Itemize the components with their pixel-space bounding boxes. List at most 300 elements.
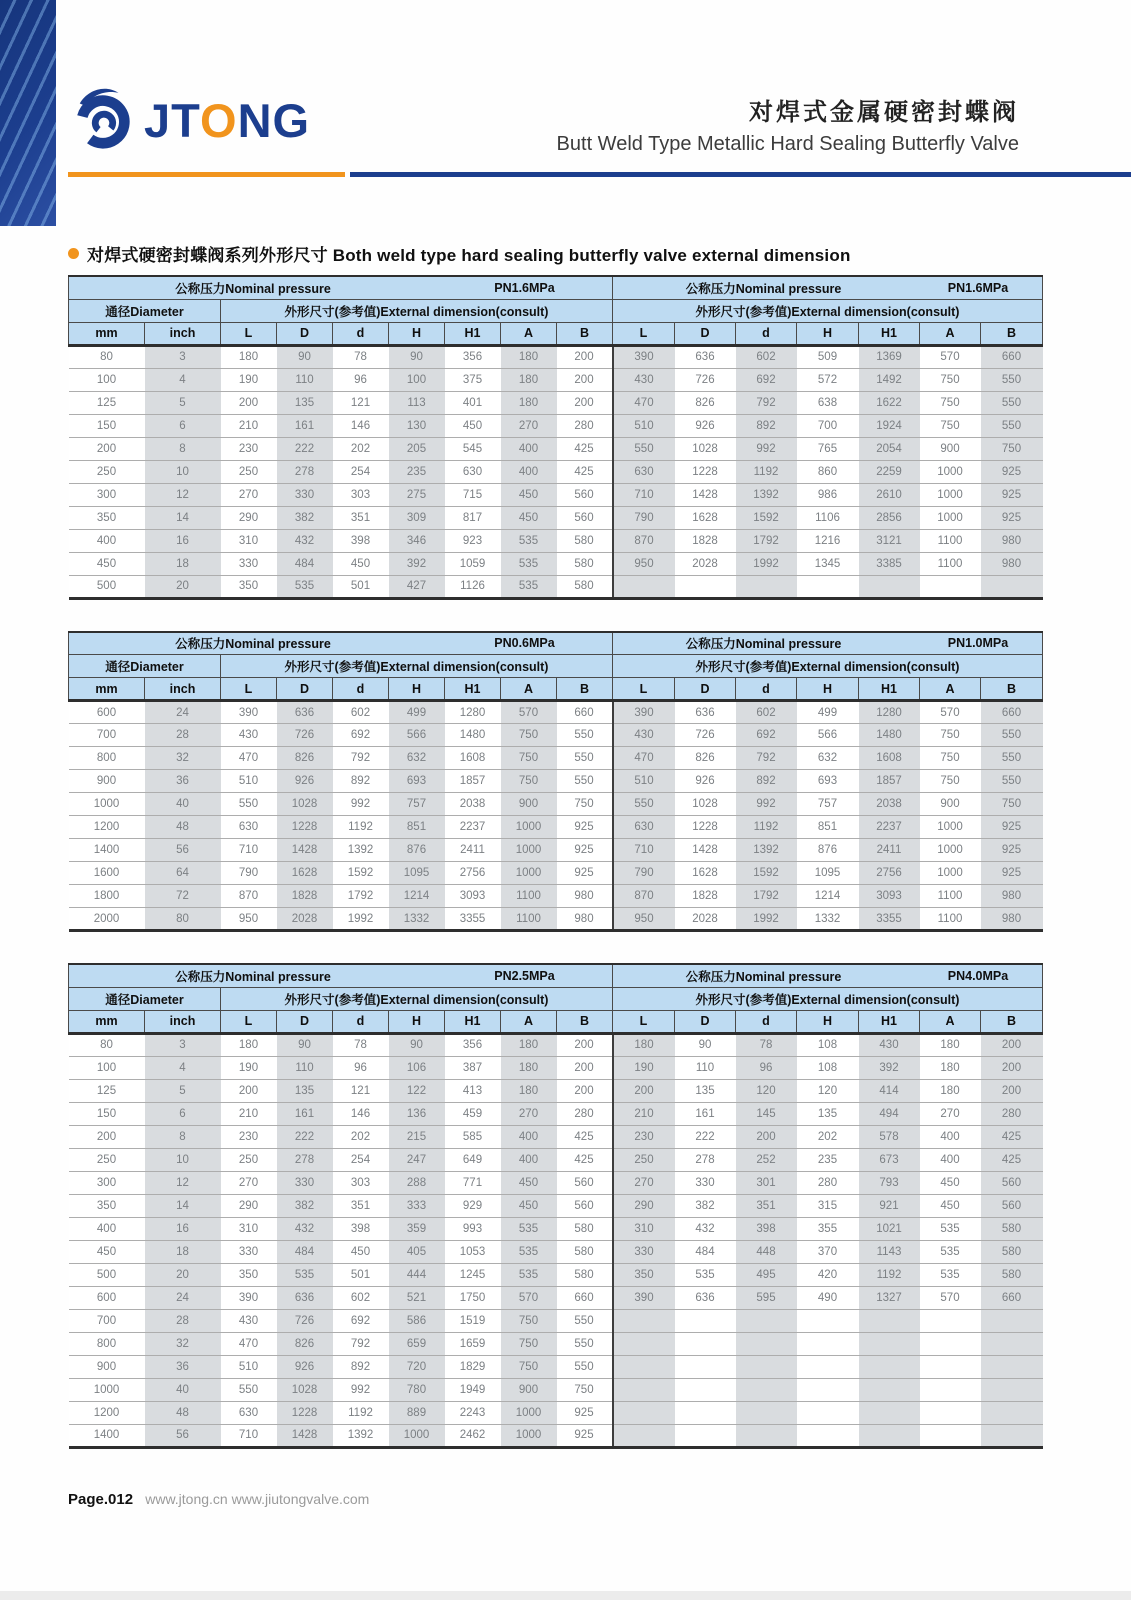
table-cell: 330 bbox=[221, 552, 277, 575]
table-row bbox=[69, 1079, 1043, 1102]
table-cell: 659 bbox=[389, 1332, 445, 1355]
table-cell: 765 bbox=[797, 437, 859, 460]
table-cell: 550 bbox=[981, 368, 1043, 391]
table-cell: 90 bbox=[389, 1033, 445, 1056]
table-cell: 1000 bbox=[920, 862, 981, 885]
table-cell: 925 bbox=[557, 839, 613, 862]
table-cell: 2243 bbox=[445, 1401, 501, 1424]
table-cell: 382 bbox=[277, 1194, 333, 1217]
table-cell: 535 bbox=[501, 1240, 557, 1263]
table-cell: 501 bbox=[333, 1263, 389, 1286]
table-cell: 1949 bbox=[445, 1378, 501, 1401]
table-cell: 28 bbox=[145, 724, 221, 747]
table-row bbox=[69, 1378, 1043, 1401]
table-cell: 600 bbox=[69, 1286, 145, 1309]
table-cell: 550 bbox=[613, 437, 675, 460]
table-cell bbox=[613, 1401, 675, 1424]
table-cell: 20 bbox=[145, 575, 221, 598]
table-cell: 950 bbox=[613, 552, 675, 575]
pressure-value: PN2.5MPa bbox=[494, 968, 555, 983]
pressure-header-cell bbox=[613, 276, 1043, 299]
table-cell bbox=[736, 1401, 797, 1424]
table-cell: 892 bbox=[333, 770, 389, 793]
table-cell bbox=[797, 575, 859, 598]
dimension-table-pn06-pn10 bbox=[68, 631, 1043, 933]
dimension-table-pn25-pn40 bbox=[68, 963, 1043, 1449]
table-cell: 400 bbox=[501, 1125, 557, 1148]
table-cell: 1992 bbox=[333, 908, 389, 931]
pressure-value: PN1.0MPa bbox=[947, 636, 1009, 651]
table-cell: 720 bbox=[389, 1355, 445, 1378]
table-cell: 1216 bbox=[797, 529, 859, 552]
table-cell: 432 bbox=[277, 1217, 333, 1240]
table-cell: 550 bbox=[557, 1309, 613, 1332]
table-cell: 757 bbox=[389, 793, 445, 816]
table-cell bbox=[797, 1424, 859, 1447]
table-row bbox=[69, 552, 1043, 575]
column-header-cell: H1 bbox=[859, 678, 920, 701]
table-cell: 585 bbox=[445, 1125, 501, 1148]
table-cell: 550 bbox=[557, 747, 613, 770]
table-cell: 3093 bbox=[859, 885, 920, 908]
table-cell: 8 bbox=[145, 437, 221, 460]
table-cell: 950 bbox=[613, 908, 675, 931]
table-cell: 636 bbox=[277, 1286, 333, 1309]
column-header-cell: L bbox=[613, 1010, 675, 1033]
table-cell: 550 bbox=[557, 1332, 613, 1355]
table-cell: 310 bbox=[221, 1217, 277, 1240]
column-header-cell: H1 bbox=[445, 322, 501, 345]
table-cell: 24 bbox=[145, 701, 221, 724]
table-cell: 200 bbox=[69, 437, 145, 460]
table-cell: 1000 bbox=[501, 839, 557, 862]
table-cell: 16 bbox=[145, 529, 221, 552]
table-cell: 470 bbox=[221, 747, 277, 770]
table-cell: 10 bbox=[145, 460, 221, 483]
table-cell: 509 bbox=[797, 345, 859, 368]
table-cell: 180 bbox=[920, 1056, 981, 1079]
table-cell: 40 bbox=[145, 793, 221, 816]
table-cell: 1000 bbox=[920, 816, 981, 839]
table-cell: 602 bbox=[333, 1286, 389, 1309]
table-cell: 580 bbox=[557, 529, 613, 552]
table-cell: 750 bbox=[501, 770, 557, 793]
table-cell: 32 bbox=[145, 747, 221, 770]
table-cell: 800 bbox=[69, 1332, 145, 1355]
column-header-cell: D bbox=[277, 1010, 333, 1033]
table-cell: 121 bbox=[333, 391, 389, 414]
table-cell: 250 bbox=[221, 1148, 277, 1171]
column-header-cell: L bbox=[613, 322, 675, 345]
table-cell: 405 bbox=[389, 1240, 445, 1263]
table-cell: 2237 bbox=[859, 816, 920, 839]
table-cell: 300 bbox=[69, 1171, 145, 1194]
table-cell: 390 bbox=[221, 1286, 277, 1309]
table-cell: 1592 bbox=[736, 506, 797, 529]
table-cell: 230 bbox=[613, 1125, 675, 1148]
table-cell: 660 bbox=[557, 701, 613, 724]
table-cell: 4 bbox=[145, 368, 221, 391]
table-cell: 215 bbox=[389, 1125, 445, 1148]
table-cell: 414 bbox=[859, 1079, 920, 1102]
jtong-logo bbox=[72, 86, 310, 154]
table-cell: 1519 bbox=[445, 1309, 501, 1332]
table-cell: 288 bbox=[389, 1171, 445, 1194]
table-cell: 200 bbox=[557, 345, 613, 368]
table-cell: 1000 bbox=[501, 1424, 557, 1447]
table-cell: 1400 bbox=[69, 839, 145, 862]
table-row bbox=[69, 839, 1043, 862]
table-cell: 750 bbox=[501, 724, 557, 747]
table-cell: 20 bbox=[145, 1263, 221, 1286]
table-cell: 692 bbox=[736, 724, 797, 747]
table-cell: 470 bbox=[613, 747, 675, 770]
table-cell: 501 bbox=[333, 575, 389, 598]
column-header-cell: B bbox=[557, 678, 613, 701]
table-cell: 1214 bbox=[797, 885, 859, 908]
table-cell: 570 bbox=[501, 1286, 557, 1309]
table-cell: 636 bbox=[675, 1286, 736, 1309]
table-cell: 1228 bbox=[675, 460, 736, 483]
table-cell bbox=[920, 1424, 981, 1447]
table-cell: 499 bbox=[389, 701, 445, 724]
table-cell: 602 bbox=[736, 345, 797, 368]
table-row bbox=[69, 1263, 1043, 1286]
table-row bbox=[69, 529, 1043, 552]
table-cell: 1143 bbox=[859, 1240, 920, 1263]
table-cell: 1095 bbox=[797, 862, 859, 885]
pressure-header-row bbox=[69, 632, 1043, 655]
table-cell: 390 bbox=[221, 701, 277, 724]
table-cell bbox=[736, 1355, 797, 1378]
table-cell bbox=[920, 1355, 981, 1378]
column-header-cell: H bbox=[389, 322, 445, 345]
table-cell: 1600 bbox=[69, 862, 145, 885]
table-row bbox=[69, 862, 1043, 885]
column-header-cell: H bbox=[389, 678, 445, 701]
pressure-header-row bbox=[69, 964, 1043, 987]
table-cell: 510 bbox=[221, 1355, 277, 1378]
table-cell: 1192 bbox=[736, 460, 797, 483]
table-cell: 2000 bbox=[69, 908, 145, 931]
table-cell: 40 bbox=[145, 1378, 221, 1401]
table-cell: 1608 bbox=[859, 747, 920, 770]
table-cell: 430 bbox=[613, 368, 675, 391]
table-cell: 726 bbox=[675, 368, 736, 391]
table-cell: 1428 bbox=[277, 839, 333, 862]
table-cell: 290 bbox=[613, 1194, 675, 1217]
column-header-cell: D bbox=[675, 678, 736, 701]
table-cell: 726 bbox=[675, 724, 736, 747]
table-cell bbox=[981, 1309, 1043, 1332]
table-cell: 2237 bbox=[445, 816, 501, 839]
table-cell: 1028 bbox=[277, 793, 333, 816]
column-header-cell: mm bbox=[69, 1010, 145, 1033]
table-cell: 12 bbox=[145, 1171, 221, 1194]
table-cell: 350 bbox=[69, 506, 145, 529]
table-cell: 398 bbox=[736, 1217, 797, 1240]
table-cell: 356 bbox=[445, 345, 501, 368]
table-cell: 495 bbox=[736, 1263, 797, 1286]
table-cell bbox=[736, 575, 797, 598]
table-cell: 636 bbox=[675, 345, 736, 368]
table-cell: 1000 bbox=[920, 460, 981, 483]
table-cell: 925 bbox=[557, 1401, 613, 1424]
table-cell: 1608 bbox=[445, 747, 501, 770]
table-cell: 851 bbox=[389, 816, 445, 839]
table-cell: 382 bbox=[675, 1194, 736, 1217]
table-cell: 24 bbox=[145, 1286, 221, 1309]
table-cell: 135 bbox=[797, 1102, 859, 1125]
table-cell: 826 bbox=[277, 1332, 333, 1355]
table-cell: 400 bbox=[69, 529, 145, 552]
table-cell: 1628 bbox=[277, 862, 333, 885]
table-cell: 510 bbox=[613, 414, 675, 437]
table-cell: 870 bbox=[221, 885, 277, 908]
table-row bbox=[69, 414, 1043, 437]
table-cell: 700 bbox=[69, 1309, 145, 1332]
dimension-header-cell: 外形尺寸(参考值)External dimension(consult) bbox=[613, 655, 1043, 678]
table-cell: 3355 bbox=[859, 908, 920, 931]
table-cell bbox=[981, 575, 1043, 598]
table-cell: 5 bbox=[145, 391, 221, 414]
table-cell: 250 bbox=[69, 460, 145, 483]
table-cell: 980 bbox=[557, 885, 613, 908]
table-cell: 470 bbox=[613, 391, 675, 414]
table-cell: 350 bbox=[69, 1194, 145, 1217]
table-cell: 330 bbox=[675, 1171, 736, 1194]
table-cell: 450 bbox=[501, 1171, 557, 1194]
table-cell: 3 bbox=[145, 345, 221, 368]
table-cell: 146 bbox=[333, 414, 389, 437]
logo-orange-o: O bbox=[200, 93, 238, 147]
table-cell: 1192 bbox=[333, 816, 389, 839]
table-cell: 980 bbox=[981, 552, 1043, 575]
table-cell: 310 bbox=[613, 1217, 675, 1240]
table-cell: 96 bbox=[333, 1056, 389, 1079]
table-cell: 1792 bbox=[736, 885, 797, 908]
table-cell: 330 bbox=[277, 483, 333, 506]
table-cell bbox=[920, 1378, 981, 1401]
table-cell bbox=[859, 575, 920, 598]
page-number: Page.012 bbox=[68, 1490, 134, 1508]
table-cell: 500 bbox=[69, 575, 145, 598]
table-cell bbox=[859, 1378, 920, 1401]
table-cell bbox=[920, 575, 981, 598]
table-cell: 1392 bbox=[333, 1424, 389, 1447]
table-cell: 800 bbox=[69, 747, 145, 770]
column-header-cell: B bbox=[981, 1010, 1043, 1033]
table-cell: 330 bbox=[277, 1171, 333, 1194]
table-cell: 72 bbox=[145, 885, 221, 908]
table-cell: 1828 bbox=[277, 885, 333, 908]
divider-blue-segment bbox=[350, 172, 1131, 177]
table-cell: 32 bbox=[145, 1332, 221, 1355]
table-cell: 510 bbox=[221, 770, 277, 793]
table-cell: 430 bbox=[221, 1309, 277, 1332]
table-cell: 210 bbox=[613, 1102, 675, 1125]
table-cell: 595 bbox=[736, 1286, 797, 1309]
table-cell: 792 bbox=[333, 1332, 389, 1355]
table-cell: 400 bbox=[920, 1125, 981, 1148]
table-cell: 535 bbox=[277, 575, 333, 598]
table-cell: 550 bbox=[981, 724, 1043, 747]
table-cell: 950 bbox=[221, 908, 277, 931]
table-cell: 2756 bbox=[859, 862, 920, 885]
table-cell: 550 bbox=[981, 414, 1043, 437]
pressure-header-cell bbox=[613, 964, 1043, 987]
table-cell: 270 bbox=[501, 414, 557, 437]
table-cell: 1228 bbox=[277, 816, 333, 839]
table-cell: 1021 bbox=[859, 1217, 920, 1240]
table-cell: 750 bbox=[501, 1355, 557, 1378]
table-cell: 1392 bbox=[736, 839, 797, 862]
table-row bbox=[69, 1148, 1043, 1171]
table-cell: 202 bbox=[333, 1125, 389, 1148]
table-cell: 715 bbox=[445, 483, 501, 506]
table-cell: 693 bbox=[797, 770, 859, 793]
table-cell: 550 bbox=[981, 391, 1043, 414]
column-header-row bbox=[69, 678, 1043, 701]
table-cell: 425 bbox=[557, 1125, 613, 1148]
table-cell: 330 bbox=[221, 1240, 277, 1263]
table-cell: 425 bbox=[557, 460, 613, 483]
table-row bbox=[69, 506, 1043, 529]
table-cell: 560 bbox=[557, 506, 613, 529]
table-cell: 135 bbox=[277, 1079, 333, 1102]
table-cell: 36 bbox=[145, 1355, 221, 1378]
table-cell: 535 bbox=[277, 1263, 333, 1286]
bullet-icon bbox=[68, 248, 79, 259]
table-cell: 673 bbox=[859, 1148, 920, 1171]
table-cell: 535 bbox=[501, 552, 557, 575]
table-cell: 430 bbox=[613, 724, 675, 747]
table-cell: 900 bbox=[501, 1378, 557, 1401]
table-cell: 125 bbox=[69, 391, 145, 414]
table-cell: 535 bbox=[501, 1263, 557, 1286]
table-cell: 2028 bbox=[675, 552, 736, 575]
table-cell: 247 bbox=[389, 1148, 445, 1171]
table-cell: 190 bbox=[221, 368, 277, 391]
table-cell: 300 bbox=[69, 483, 145, 506]
table-cell: 48 bbox=[145, 1401, 221, 1424]
table-cell: 1428 bbox=[277, 1424, 333, 1447]
table-cell: 900 bbox=[69, 1355, 145, 1378]
table-cell: 580 bbox=[557, 1240, 613, 1263]
table-row bbox=[69, 483, 1043, 506]
table-cell: 425 bbox=[557, 437, 613, 460]
table-cell: 1857 bbox=[859, 770, 920, 793]
table-cell: 750 bbox=[920, 724, 981, 747]
table-cell: 450 bbox=[501, 506, 557, 529]
pressure-header-cell bbox=[69, 276, 613, 299]
table-cell: 1428 bbox=[675, 839, 736, 862]
table-cell: 993 bbox=[445, 1217, 501, 1240]
table-cell: 90 bbox=[277, 1033, 333, 1056]
table-cell: 135 bbox=[675, 1079, 736, 1102]
table-cell: 710 bbox=[613, 839, 675, 862]
table-cell: 1628 bbox=[675, 862, 736, 885]
table-row bbox=[69, 460, 1043, 483]
table-cell: 36 bbox=[145, 770, 221, 793]
column-header-cell: d bbox=[736, 1010, 797, 1033]
table-cell: 1000 bbox=[501, 1401, 557, 1424]
table-cell: 2054 bbox=[859, 437, 920, 460]
table-cell: 660 bbox=[981, 1286, 1043, 1309]
table-cell: 356 bbox=[445, 1033, 501, 1056]
table-cell: 180 bbox=[920, 1033, 981, 1056]
table-cell: 450 bbox=[69, 1240, 145, 1263]
table-cell: 580 bbox=[557, 1263, 613, 1286]
table-cell: 18 bbox=[145, 1240, 221, 1263]
table-cell: 630 bbox=[221, 1401, 277, 1424]
table-cell: 146 bbox=[333, 1102, 389, 1125]
column-header-cell: H1 bbox=[445, 1010, 501, 1033]
table-row bbox=[69, 747, 1043, 770]
table-cell: 398 bbox=[333, 1217, 389, 1240]
table-cell bbox=[675, 1401, 736, 1424]
table-cell: 572 bbox=[797, 368, 859, 391]
table-cell: 355 bbox=[797, 1217, 859, 1240]
table-cell bbox=[920, 1309, 981, 1332]
table-cell: 921 bbox=[859, 1194, 920, 1217]
column-header-cell: B bbox=[557, 322, 613, 345]
table-cell bbox=[675, 1355, 736, 1378]
table-cell: 600 bbox=[69, 701, 145, 724]
table-cell: 1192 bbox=[333, 1401, 389, 1424]
table-cell: 1480 bbox=[445, 724, 501, 747]
table-cell: 980 bbox=[981, 529, 1043, 552]
table-cell: 110 bbox=[675, 1056, 736, 1079]
column-header-cell: inch bbox=[145, 1010, 221, 1033]
table-cell: 351 bbox=[333, 1194, 389, 1217]
pressure-label: 公称压力Nominal pressure bbox=[175, 637, 331, 652]
table-cell: 1327 bbox=[859, 1286, 920, 1309]
table-cell: 346 bbox=[389, 529, 445, 552]
table-cell: 390 bbox=[613, 701, 675, 724]
table-cell: 1028 bbox=[675, 437, 736, 460]
table-cell: 1000 bbox=[920, 483, 981, 506]
page-title-chinese: 对焊式金属硬密封蝶阀 bbox=[749, 99, 1019, 126]
table-cell: 1792 bbox=[736, 529, 797, 552]
table-cell bbox=[920, 1401, 981, 1424]
table-cell: 499 bbox=[797, 701, 859, 724]
table-cell: 535 bbox=[920, 1240, 981, 1263]
table-cell: 113 bbox=[389, 391, 445, 414]
table-cell: 202 bbox=[333, 437, 389, 460]
table-cell: 448 bbox=[736, 1240, 797, 1263]
table-cell: 400 bbox=[501, 437, 557, 460]
table-cell: 550 bbox=[221, 1378, 277, 1401]
table-cell: 550 bbox=[557, 770, 613, 793]
table-cell: 925 bbox=[981, 816, 1043, 839]
table-row bbox=[69, 437, 1043, 460]
table-cell: 275 bbox=[389, 483, 445, 506]
table-cell bbox=[613, 1378, 675, 1401]
table-cell: 710 bbox=[613, 483, 675, 506]
table-cell: 2038 bbox=[445, 793, 501, 816]
table-cell: 578 bbox=[859, 1125, 920, 1148]
table-cell: 826 bbox=[675, 747, 736, 770]
table-cell: 375 bbox=[445, 368, 501, 391]
table-cell: 792 bbox=[736, 391, 797, 414]
column-header-cell: D bbox=[675, 322, 736, 345]
table-cell: 1053 bbox=[445, 1240, 501, 1263]
section-heading bbox=[68, 241, 1042, 266]
table-cell: 925 bbox=[981, 839, 1043, 862]
table-cell: 413 bbox=[445, 1079, 501, 1102]
table-row bbox=[69, 885, 1043, 908]
